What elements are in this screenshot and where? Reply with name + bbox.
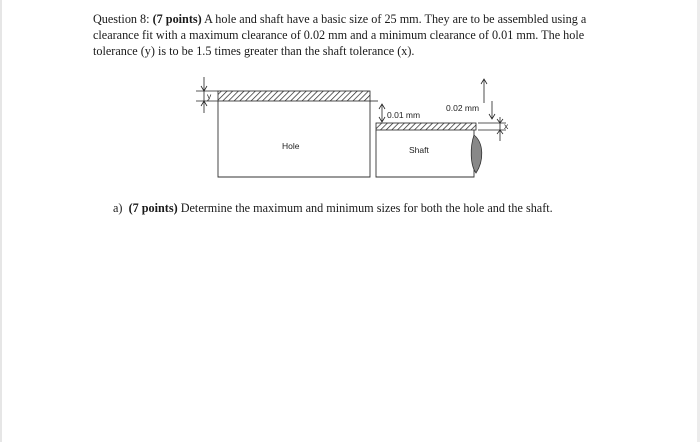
part-a-text: Determine the maximum and minimum sizes for both the hole and the shaft. xyxy=(180,201,553,215)
left-frame-edge xyxy=(0,0,2,442)
hole-tolerance-zone xyxy=(218,91,370,101)
part-a-label: a) xyxy=(113,201,123,215)
min-clearance-label: 0.01 mm xyxy=(387,110,421,120)
min-clearance-dimension xyxy=(370,101,385,122)
question-points: (7 points) xyxy=(152,12,202,26)
question-text: A hole and shaft have a basic size of 25 mm. They are to be assembled using a clearance fit with a maximum clearance of 0.02 mm and a minimum clearance of 0.01 mm. The hole tolerance (y) is to be 1.5 times greater than the shaft tolerance (x). xyxy=(93,12,587,58)
part-a-paragraph xyxy=(113,200,673,216)
shaft-break-mark xyxy=(471,135,482,173)
shaft-tolerance-symbol: x xyxy=(504,121,509,131)
shaft-label: Shaft xyxy=(409,145,429,155)
question-paragraph xyxy=(93,11,599,59)
shaft-tolerance-zone xyxy=(376,123,476,130)
hole-label: Hole xyxy=(282,141,300,151)
max-clearance-dimension xyxy=(481,79,495,119)
shaft-tolerance-dimension xyxy=(478,117,506,141)
diagram-svg xyxy=(188,73,528,183)
hole-tolerance-symbol: y xyxy=(207,91,212,101)
max-clearance-label: 0.02 mm xyxy=(446,103,480,113)
question-number: Question 8: xyxy=(93,12,150,26)
hole-outline xyxy=(218,101,370,177)
part-a-points: (7 points) xyxy=(128,201,178,215)
hole-shaft-diagram xyxy=(188,73,528,183)
